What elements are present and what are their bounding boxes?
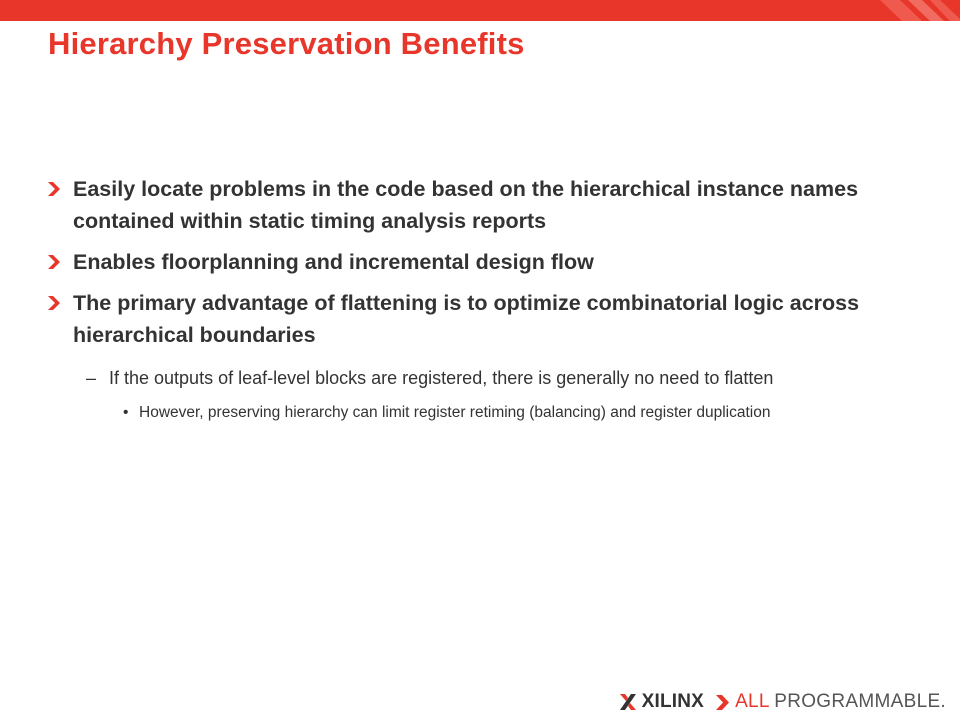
xilinx-x-logo-icon (620, 694, 636, 710)
tagline-all: ALL (735, 691, 770, 712)
sub-bullet-text: If the outputs of leaf-level blocks are registered, there is generally no need to flatten (109, 368, 774, 388)
slide-title: Hierarchy Preservation Benefits (48, 26, 525, 61)
chevron-right-icon (716, 695, 729, 710)
tagline-programmable: PROGRAMMABLE. (774, 691, 946, 712)
top-accent-band (0, 0, 960, 21)
chevron-right-icon (48, 182, 60, 196)
bullet-text: Enables floorplanning and incremental design flow (73, 250, 594, 274)
subsub-bullet-item (48, 400, 918, 426)
chevron-right-icon (48, 296, 60, 310)
slide-body (48, 173, 918, 426)
bullet-item (48, 246, 918, 278)
subsub-bullet-text: However, preserving hierarchy can limit register retiming (balancing) and register duplication (139, 404, 771, 421)
dot-marker: • (123, 404, 129, 421)
brand-name: XILINX (641, 691, 705, 712)
bullet-item (48, 287, 918, 351)
band-stripes-decoration (870, 0, 960, 21)
bullet-item (48, 173, 918, 237)
chevron-right-icon (48, 255, 60, 269)
bullet-text: Easily locate problems in the code based on the hierarchical instance names contained within static timing analysis reports (73, 177, 859, 233)
footer-logo (620, 690, 946, 714)
sub-bullet-item (48, 365, 918, 392)
tagline (735, 691, 946, 713)
bullet-text: The primary advantage of flattening is to optimize combinatorial logic across hierarchical boundaries (73, 291, 860, 347)
dash-marker: – (86, 368, 97, 388)
